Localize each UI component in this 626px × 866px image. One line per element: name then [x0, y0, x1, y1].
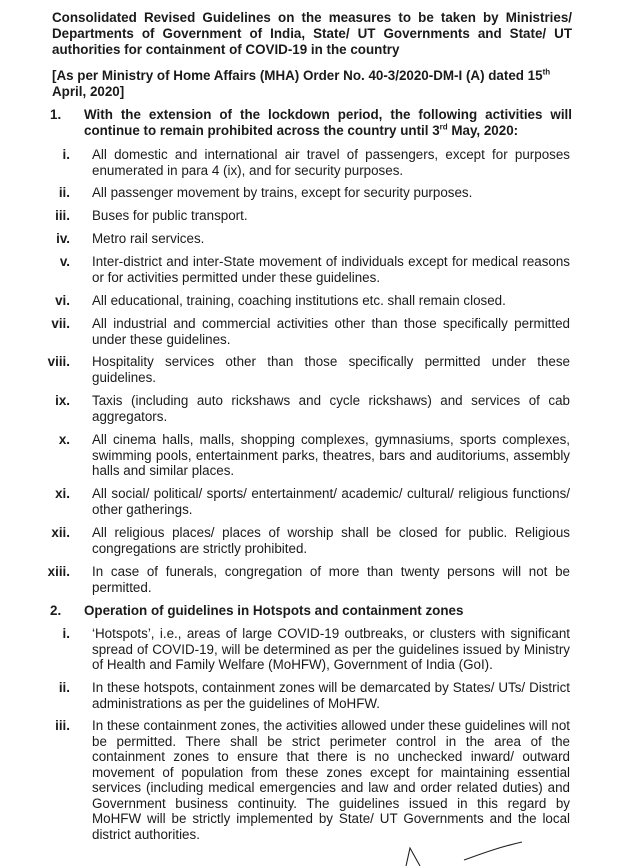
- item-numeral: vii.: [51, 316, 70, 331]
- item-numeral: ii.: [58, 185, 70, 200]
- item-text: Taxis (including auto rickshaws and cycle rickshaws) and services of cab aggregators.: [92, 393, 570, 424]
- order-reference: [52, 68, 572, 100]
- list-item: [40, 316, 570, 347]
- item-numeral: iii.: [55, 208, 70, 223]
- item-numeral: i.: [62, 626, 70, 641]
- list-item: [40, 564, 570, 595]
- list-item: [40, 208, 570, 224]
- list-item: [40, 525, 570, 556]
- list-item: [40, 432, 570, 479]
- order-date-rest: April, 2020]: [52, 84, 125, 99]
- item-text: All cinema halls, malls, shopping complexes, gymnasiums, sports complexes, swimming pools, entertainment parks, theatres, bars and auditoriums, assembly halls and similar places.: [92, 432, 570, 478]
- section-number: 1.: [50, 107, 62, 122]
- item-text: In these containment zones, the activities allowed under these guidelines will not be permitted. There shall be strict perimeter control in the area of the containment zones to ensure that there is no unchecked inward/ outward movement of population from these zones except for maintaining essential services (including medical emergencies and law and order related duties) and Government business continuity. The guidelines issued in this regard by MoHFW will be strictly implemented by State/ UT Governments and the local district authorities.: [92, 718, 570, 842]
- item-numeral: vi.: [55, 293, 70, 308]
- document-title: Consolidated Revised Guidelines on the measures to be taken by Ministries/ Departments of Government of India, State/ UT Governments and State/ UT authorities for containment of COVID-19 in the country: [52, 10, 572, 57]
- section-heading-text: Operation of guidelines in Hotspots and containment zones: [84, 603, 464, 618]
- list-item: [40, 626, 570, 673]
- section-number: 2.: [50, 603, 62, 618]
- item-text: All passenger movement by trains, except for security purposes.: [92, 185, 473, 200]
- item-numeral: xi.: [55, 486, 70, 501]
- item-text: All educational, training, coaching institutions etc. shall remain closed.: [92, 293, 506, 308]
- list-item: [40, 680, 570, 711]
- item-text: Buses for public transport.: [92, 208, 248, 223]
- item-numeral: x.: [58, 432, 70, 447]
- heading-sup: rd: [439, 122, 448, 132]
- heading-part: May, 2020:: [447, 123, 519, 138]
- list-item: [40, 718, 570, 842]
- list-item: [40, 147, 570, 178]
- item-text: All domestic and international air travel of passengers, except for purposes enumerated in para 4 (ix), and for security purposes.: [92, 147, 570, 178]
- list-item: [40, 231, 570, 247]
- item-numeral: iii.: [55, 718, 70, 733]
- item-numeral: xiii.: [47, 564, 70, 579]
- item-numeral: viii.: [47, 354, 70, 369]
- list-item: [40, 293, 570, 309]
- list-item: [40, 185, 570, 201]
- item-numeral: iv.: [56, 231, 70, 246]
- item-numeral: v.: [59, 254, 70, 269]
- item-text: Metro rail services.: [92, 231, 205, 246]
- item-text: All industrial and commercial activities other than those specifically permitted under these guidelines.: [92, 316, 570, 347]
- item-text: ‘Hotspots’, i.e., areas of large COVID-19 outbreaks, or clusters with significant spread of COVID-19, will be determined as per the guidelines issued by Ministry of Health and Family Welfare (MoHFW), Government of India (GoI).: [92, 626, 570, 672]
- section-1-heading: [50, 107, 572, 139]
- list-item: [40, 393, 570, 424]
- list-item: [40, 354, 570, 385]
- order-date-suffix: th: [542, 67, 551, 77]
- signature-mark: [396, 836, 526, 866]
- item-text: All social/ political/ sports/ entertainment/ academic/ cultural/ religious functions/ other gatherings.: [92, 486, 570, 517]
- order-text: [As per Ministry of Home Affairs (MHA) Order No. 40-3/2020-DM-I (A) dated 15: [52, 68, 543, 83]
- item-text: In case of funerals, congregation of more than twenty persons will not be permitted.: [92, 564, 570, 595]
- item-text: In these hotspots, containment zones will be demarcated by States/ UTs/ District administrations as per the guidelines of MoHFW.: [92, 680, 570, 711]
- item-text: Inter-district and inter-State movement of individuals except for medical reasons or for activities permitted under these guidelines.: [92, 254, 570, 285]
- item-text: Hospitality services other than those specifically permitted under these guidelines.: [92, 354, 570, 385]
- item-numeral: i.: [62, 147, 70, 162]
- item-numeral: ix.: [55, 393, 70, 408]
- item-numeral: ii.: [58, 680, 70, 695]
- list-item: [40, 254, 570, 285]
- section-heading-text: [84, 107, 572, 139]
- section-2-heading: [50, 603, 572, 619]
- heading-part: With the extension of the lockdown period, the following activities will continue to remain prohibited across the country until 3: [84, 107, 572, 138]
- item-numeral: xii.: [51, 525, 70, 540]
- item-text: All religious places/ places of worship shall be closed for public. Religious congregations are strictly prohibited.: [92, 525, 570, 556]
- list-item: [40, 486, 570, 517]
